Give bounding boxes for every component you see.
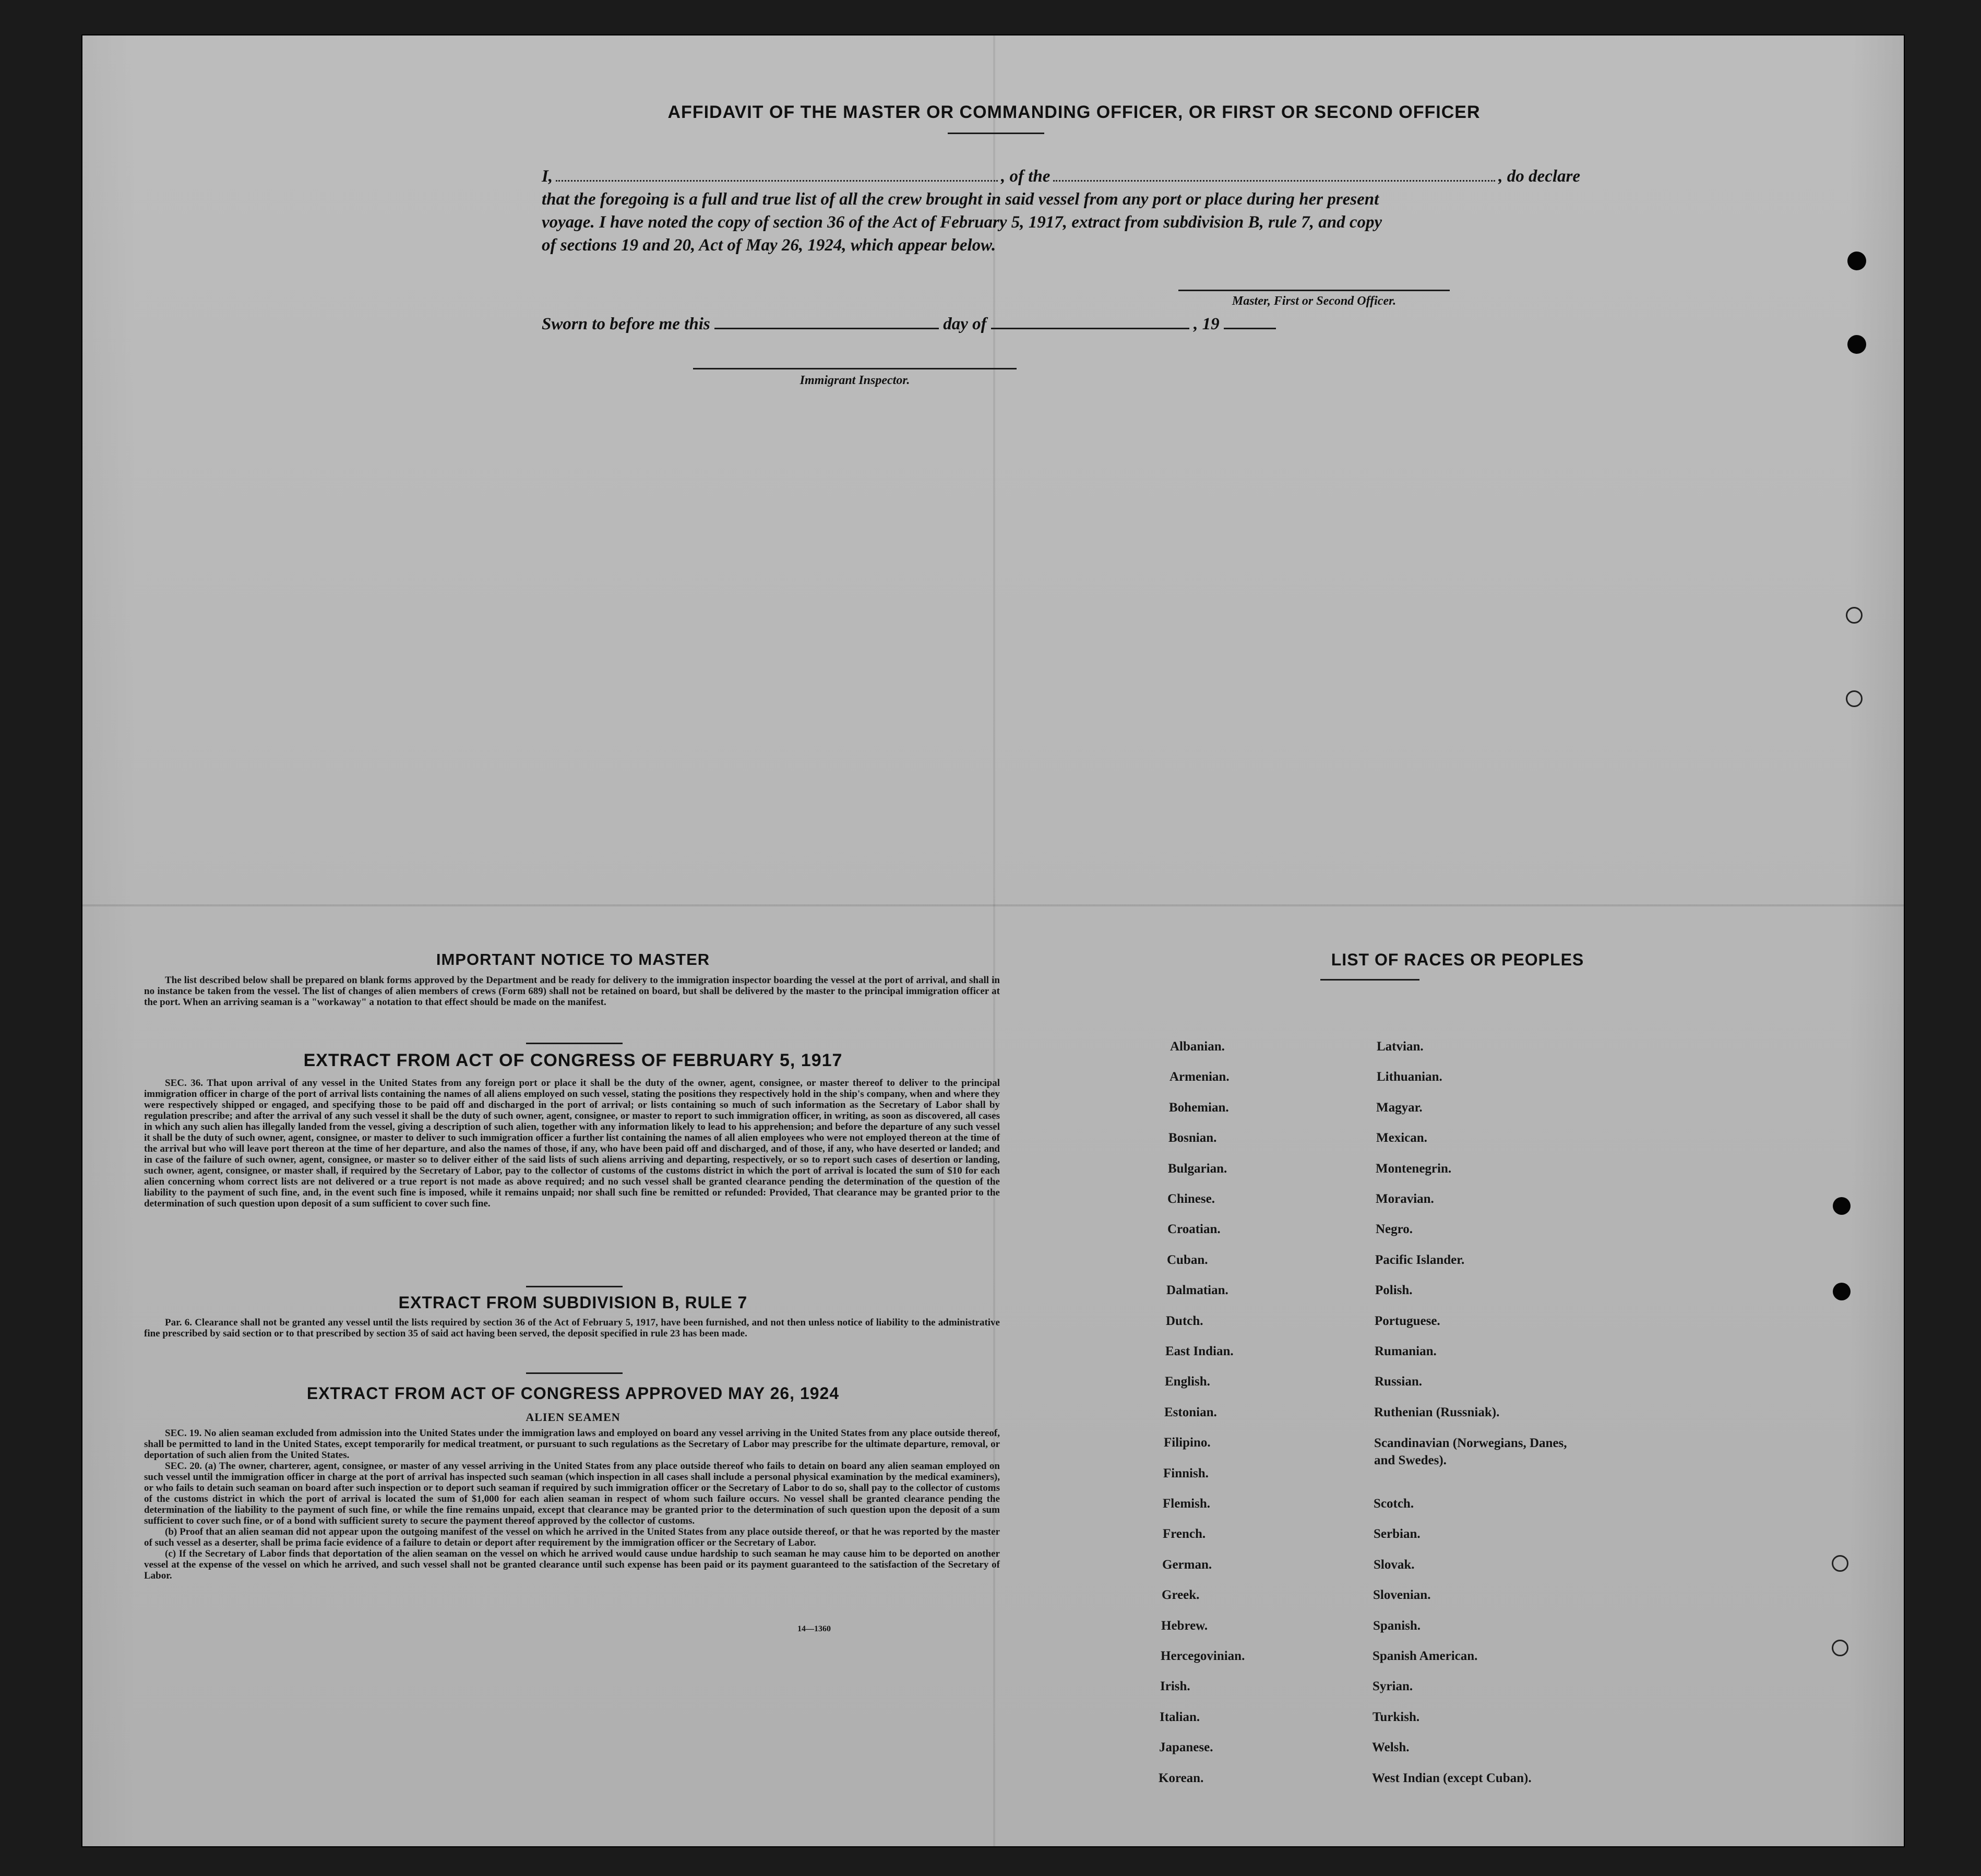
sworn-day-label: day of: [943, 315, 987, 333]
extract-1924-subtitle: ALIEN SEAMEN: [526, 1411, 620, 1424]
extract-1924-sec19: SEC. 19. No alien seaman excluded from admission into the United States under the immigration laws and employed on board any vessel arriving in the United States from any place outside thereof, shall be permitted to land in the United States, except temporarily for medical treatment, or pursuant to such regulations as the Secretary of Labor may prescribe for the ultimate departure, removal, or deportation of such alien from the United States.: [144, 1428, 1000, 1461]
races-title-rule: [1320, 979, 1419, 981]
race-item: Serbian.: [1374, 1527, 1421, 1541]
affidavit-text: [542, 165, 1580, 257]
sworn-year-label: , 19: [1194, 315, 1220, 333]
affidavit-of-the: , of the: [1000, 167, 1051, 186]
affidavit-title-rule: [948, 133, 1044, 134]
race-item: Latvian.: [1377, 1039, 1424, 1054]
race-item: Rumanian.: [1375, 1344, 1437, 1358]
extract-rule7-par6: Par. 6. Clearance shall not be granted any vessel until the lists required by section 36 of the Act of February 5, 1917, have been furnished, and not then unless notice of liability to the administrative fine prescribed by said section or to that prescribed by section 35 of said act having been served, the deposit specified in rule 23 has been made.: [144, 1317, 1000, 1339]
race-item: Turkish.: [1373, 1710, 1420, 1724]
race-item: Bohemian.: [1169, 1101, 1229, 1115]
race-item: Flemish.: [1163, 1497, 1210, 1511]
sworn-prefix: Sworn to before me this: [542, 315, 710, 333]
race-item: Italian.: [1160, 1710, 1200, 1724]
extract-1917-sec36: SEC. 36. That upon arrival of any vessel in the United States from any foreign port or place it shall be the duty of the owner, agent, consignee, or master thereof to deliver to the principal immigration officer in charge of the port of arrival lists containing the names of all aliens employed on such vessel, stating the positions they respectively hold in the ship's company, when and where they were respectively shipped or engaged, and specifying those to be paid off and discharged in the port of arrival; or lists containing so much of such information as the Secretary of Labor shall by regulation prescribe; and after the arrival of any such vessel it shall be the duty of such owner, agent, consignee, or master to report to such immigration officer, in writing, as soon as discovered, all cases in which any such alien has illegally landed from the vessel, giving a description of such alien, together with any information likely to lead to his apprehension; and before the departure of any such vessel it shall be the duty of such owner, agent, consignee, or master to deliver to such immigration officer a further list containing the names of all alien employees who were not employed thereon at the time of the arrival but who will leave port thereon at the time of her departure, and also the names of those, if any, who have been paid off and discharged, and of those, if any, who have deserted or landed; and in case of the failure of such owner, agent, consignee, or master so to deliver either of the said lists of such aliens arriving and departing, respectively, or so to report such cases of desertion or landing, such owner, agent, consignee, or master shall, if required by the Secretary of Labor, pay to the collector of customs of the customs district in which the port of arrival is located the sum of $10 for each alien concerning whom correct lists are not delivered or a true report is not made as above required; and no such vessel shall be granted clearance pending the determination of the question of the liability to the payment of such fine, and, in the event such fine is imposed, while it remains unpaid; nor shall such fine be remitted or refunded: Provided, That clearance may be granted prior to the determination of such question upon deposit of a sum sufficient to cover such fine.: [144, 1078, 1000, 1209]
document-sheet: [82, 35, 1904, 1846]
race-item: Greek.: [1162, 1588, 1200, 1602]
race-item: Negro.: [1376, 1222, 1413, 1236]
race-item: Scandinavian (Norwegians, Danes, and Swedes).: [1374, 1436, 1567, 1467]
race-item: German.: [1162, 1558, 1212, 1572]
master-signature-line[interactable]: [1178, 290, 1450, 308]
race-item: English.: [1165, 1375, 1210, 1389]
race-item: Bulgarian.: [1168, 1162, 1227, 1176]
master-signature-label: Master, First or Second Officer.: [1232, 294, 1397, 308]
affidavit-title: AFFIDAVIT OF THE MASTER OR COMMANDING OFFICER, OR FIRST OR SECOND OFFICER: [667, 102, 1481, 122]
punch-hole: [1847, 252, 1866, 270]
race-item: Portuguese.: [1375, 1314, 1440, 1328]
notice-paragraph: The list described below shall be prepared on blank forms approved by the Department and be ready for delivery to the immigration inspector boarding the vessel at the port of arrival, and shall in no instance be taken from the vessel. The list of changes of alien members of crews (Form 689) shall not be retained on board, but shall be delivered by the master to the principal immigration officer at the port. When an arriving seaman is a "workaway" a notation to that effect should be made on the manifest.: [144, 975, 1000, 1008]
extract-1924-title: EXTRACT FROM ACT OF CONGRESS APPROVED MAY 26, 1924: [306, 1384, 840, 1403]
race-item: Montenegrin.: [1376, 1162, 1452, 1176]
punch-ring: [1846, 690, 1863, 707]
race-item: Dutch.: [1166, 1314, 1203, 1328]
race-item: Pacific Islander.: [1375, 1253, 1465, 1267]
extract-1917-rule: [526, 1286, 623, 1287]
race-item: Irish.: [1160, 1679, 1190, 1693]
race-item: Lithuanian.: [1377, 1070, 1442, 1084]
extract-rule7-rule: [526, 1372, 623, 1374]
notice-rule: [526, 1043, 623, 1044]
race-item: Bosnian.: [1168, 1131, 1217, 1145]
race-item: Polish.: [1375, 1283, 1413, 1297]
notice-title: IMPORTANT NOTICE TO MASTER: [436, 950, 710, 969]
punch-ring: [1846, 607, 1863, 624]
race-item: Dalmatian.: [1166, 1283, 1228, 1297]
form-number: 14—1360: [797, 1624, 831, 1633]
race-item: Slovak.: [1374, 1558, 1415, 1572]
extract-1924-sec20c: (c) If the Secretary of Labor finds that deportation of the alien seaman on the vessel on which he arrived would cause undue hardship to such seaman he may cause him to be deported on another vessel at the expense of the vessel on which he arrived, and such vessel shall not be granted clearance until such expense has been paid or its payment guaranteed to the satisfaction of the Secretary of Labor.: [144, 1548, 1000, 1581]
race-item: Korean.: [1159, 1771, 1204, 1785]
race-item: Mexican.: [1376, 1131, 1427, 1145]
race-item: Slovenian.: [1373, 1588, 1431, 1602]
race-item: Armenian.: [1169, 1070, 1230, 1084]
race-item: East Indian.: [1165, 1344, 1234, 1358]
race-item: Welsh.: [1372, 1740, 1410, 1754]
race-item: French.: [1163, 1527, 1206, 1541]
race-item: Finnish.: [1163, 1466, 1209, 1480]
race-item: Hercegovinian.: [1161, 1649, 1245, 1663]
affidavit-name-field[interactable]: [556, 175, 998, 182]
race-item: Japanese.: [1159, 1740, 1213, 1754]
extract-1924-sec20b: (b) Proof that an alien seaman did not appear upon the outgoing manifest of the vessel on which he arrived in the United States from any place outside thereof, or that he was reported by the master of such vessel as a deserter, shall be prima facie evidence of a failure to detain or deport after requirement by the immigration officer or the Secretary of Labor.: [144, 1526, 1000, 1548]
race-item: West Indian (except Cuban).: [1372, 1771, 1532, 1785]
race-item: Ruthenian (Russniak).: [1374, 1405, 1500, 1419]
race-item: Estonian.: [1164, 1405, 1217, 1419]
extract-1924-text: [144, 1428, 1000, 1581]
punch-ring: [1832, 1555, 1848, 1572]
sworn-year-field[interactable]: [1224, 314, 1276, 329]
sworn-month-field[interactable]: [991, 314, 1189, 329]
extract-rule7-title: EXTRACT FROM SUBDIVISION B, RULE 7: [398, 1293, 748, 1312]
affidavit-declare: , do declare: [1498, 167, 1580, 186]
race-item: Cuban.: [1167, 1253, 1208, 1267]
extract-1917-title: EXTRACT FROM ACT OF CONGRESS OF FEBRUARY 5, 1917: [303, 1050, 843, 1070]
inspector-signature-line[interactable]: [693, 368, 1017, 388]
notice-text: [144, 975, 1000, 1008]
races-title: LIST OF RACES OR PEOPLES: [1331, 950, 1584, 969]
affidavit-vessel-field[interactable]: [1053, 175, 1495, 182]
punch-hole: [1833, 1197, 1851, 1215]
race-item: Spanish.: [1373, 1619, 1421, 1633]
race-item: Russian.: [1375, 1375, 1423, 1389]
race-item: Magyar.: [1376, 1101, 1423, 1115]
affidavit-i: I,: [542, 167, 553, 186]
punch-ring: [1832, 1640, 1848, 1656]
punch-hole: [1833, 1283, 1851, 1300]
punch-hole: [1847, 335, 1866, 354]
race-item: Hebrew.: [1161, 1619, 1208, 1633]
race-item: Syrian.: [1373, 1679, 1413, 1693]
race-item: Spanish American.: [1373, 1649, 1478, 1663]
extract-1924-sec20a: SEC. 20. (a) The owner, charterer, agent, consignee, or master of any vessel arriving in the United States from any place outside thereof who fails to detain on board any alien seaman employed on such vessel until the immigration officer in charge at the port of arrival has inspected such seaman (which inspection in all cases shall include a personal physical examination by the medical examiners), or who fails to detain such seaman on board after such inspection or to deport such seaman if required by such immigration officer or the Secretary of Labor to do so, shall pay to the collector of customs of the customs district in which the port of arrival is located the sum of $1,000 for each alien seaman in respect of whom such failure occurs. No vessel shall be granted clearance pending the determination of the liability to the payment of such fine, or while the fine remains unpaid, except that clearance may be granted prior to the determination of such question upon the deposit of a sum sufficient to cover such fine, or of a bond with sufficient surety to secure the payment thereof approved by the collector of customs.: [144, 1461, 1000, 1526]
extract-rule7-text: [144, 1317, 1000, 1339]
race-item: Croatian.: [1167, 1222, 1221, 1236]
race-item: Moravian.: [1376, 1192, 1434, 1206]
affidavit-line-2: that the foregoing is a full and true list of all the crew brought in said vessel from any port or place during her present: [542, 190, 1379, 209]
affidavit-line-3: voyage. I have noted the copy of section 36 of the Act of February 5, 1917, extract from subdivision B, rule 7, and copy: [542, 213, 1382, 232]
race-item: Albanian.: [1170, 1039, 1225, 1054]
inspector-signature-label: Immigrant Inspector.: [799, 374, 910, 387]
sworn-line: [542, 314, 1387, 334]
race-item: Chinese.: [1167, 1192, 1215, 1206]
race-item: Filipino.: [1164, 1436, 1211, 1450]
race-item: Scotch.: [1374, 1497, 1414, 1511]
affidavit-line-4: of sections 19 and 20, Act of May 26, 1924, which appear below.: [542, 236, 996, 255]
extract-1917-text: [144, 1078, 1000, 1209]
sworn-date-field[interactable]: [714, 314, 939, 329]
